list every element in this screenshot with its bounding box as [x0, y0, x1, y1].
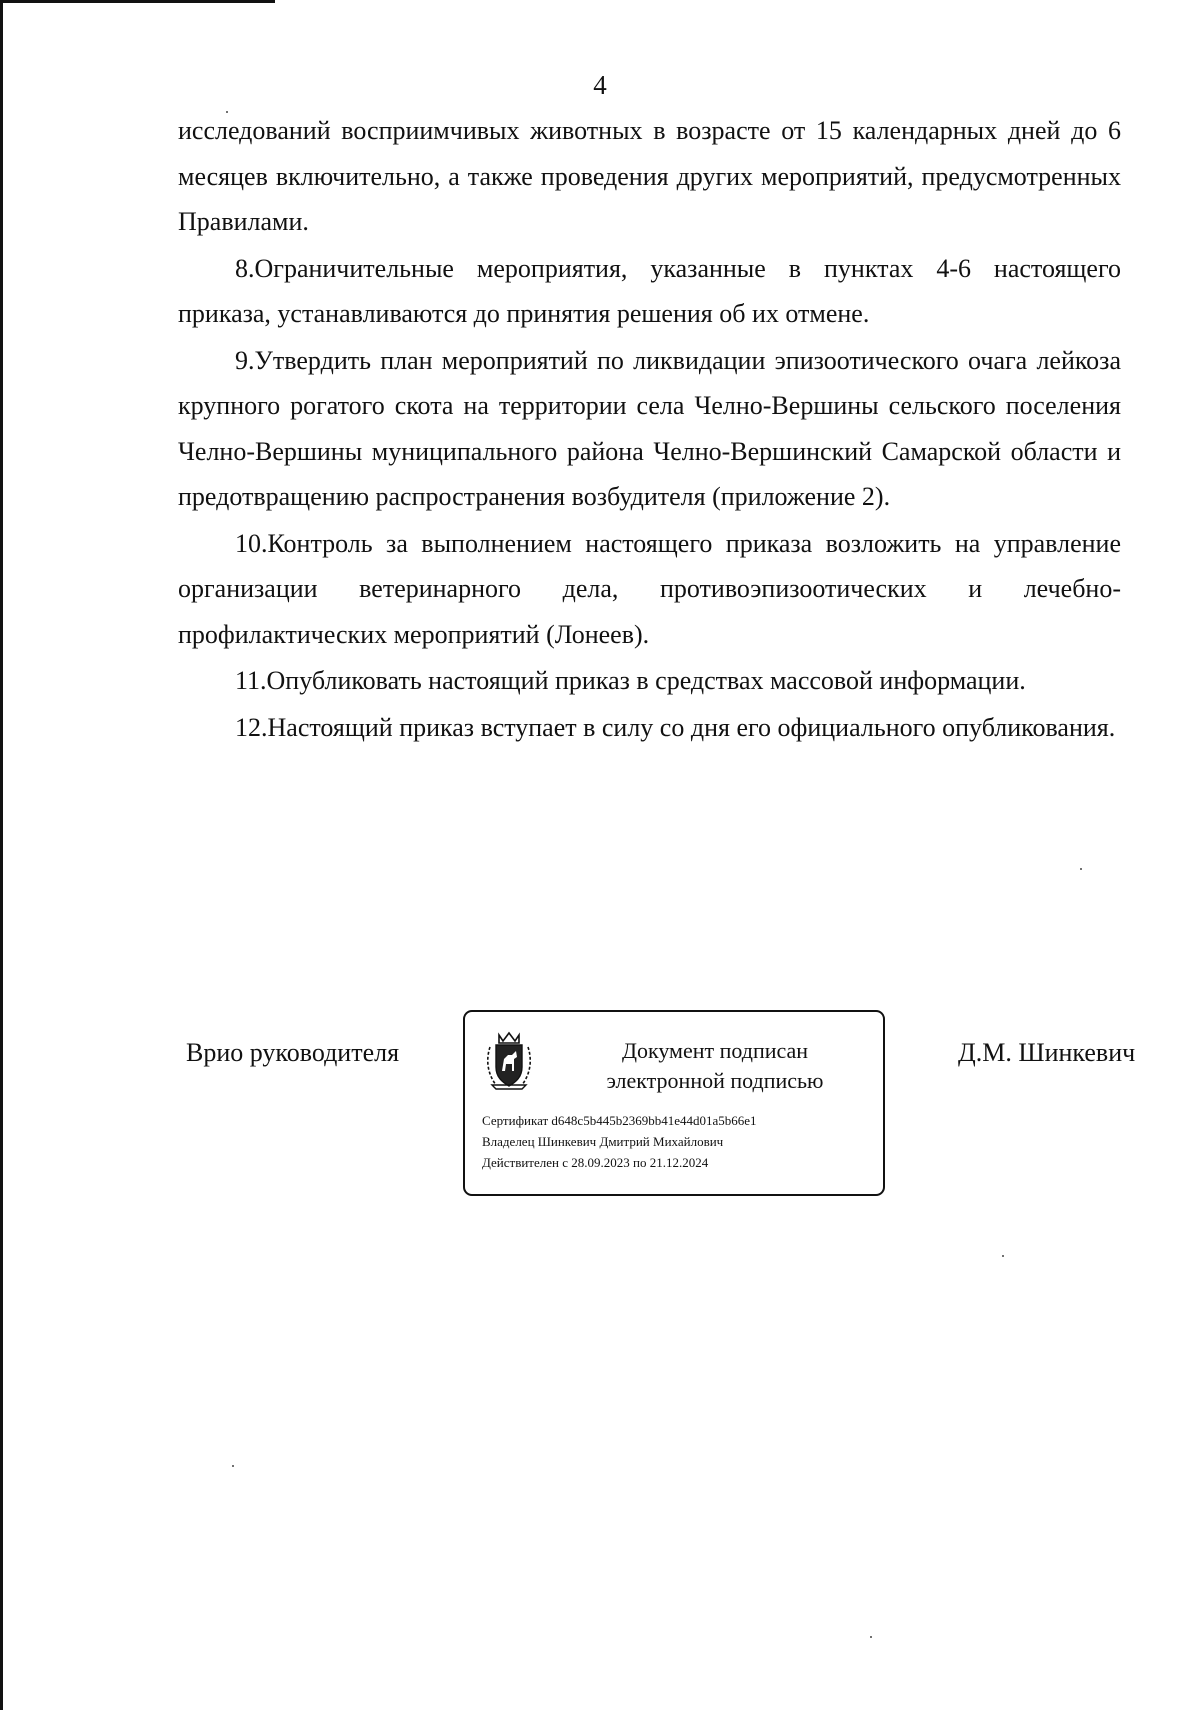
paragraph-item-11: 11.Опубликовать настоящий приказ в средствах массовой информации. — [235, 666, 1026, 695]
page-number: 4 — [593, 70, 607, 100]
paragraph-item-10: 10.Контроль за выполнением настоящего приказа возложить на управление организации ветеринарного дела, противоэпизоотических и лечебно-профилактических мероприятий (Лонеев). — [178, 528, 1121, 649]
signatory-role: Врио руководителя — [186, 1038, 400, 1067]
paragraph-item-9: 9.Утвердить план мероприятий по ликвидации эпизоотического очага лейкоза крупного рогатого скота на территории села Челно-Вершины сельского поселения Челно-Вершины муниципального района Челно-Вершинский Самарской области и предотвращению распространения возбудителя (приложение 2). — [178, 345, 1121, 511]
scan-edge-left — [0, 0, 3, 1710]
stamp-validity: Действителен с 28.09.2023 по 21.12.2024 — [482, 1155, 709, 1170]
stamp-title-line2: электронной подписью — [606, 1068, 824, 1093]
stamp-details — [482, 1110, 757, 1173]
e-signature-stamp — [463, 1010, 885, 1196]
scan-speck — [1080, 868, 1082, 870]
stamp-title-line1: Документ подписан — [621, 1038, 809, 1063]
stamp-title — [565, 1036, 865, 1096]
stamp-owner: Владелец Шинкевич Дмитрий Михайлович — [482, 1134, 724, 1149]
paragraph-continuation: исследований восприимчивых животных в возрасте от 15 календарных дней до 6 месяцев включительно, а также проведения других мероприятий, предусмотренных Правилами. — [178, 116, 1121, 236]
stamp-certificate: Сертификат d648c5b445b2369bb41e44d01a5b66e1 — [482, 1113, 757, 1128]
signatory-name: Д.М. Шинкевич — [958, 1038, 1136, 1067]
scan-speck — [1002, 1255, 1004, 1257]
scan-speck — [870, 1636, 872, 1638]
scan-speck — [232, 1465, 234, 1467]
document-body — [178, 108, 1121, 751]
paragraph-item-8: 8.Ограничительные мероприятия, указанные в пунктах 4-6 настоящего приказа, устанавливаются до принятия решения об их отмене. — [178, 253, 1121, 328]
scan-edge-top — [0, 0, 275, 3]
paragraph-item-12: 12.Настоящий приказ вступает в силу со дня его официального опубликования. — [235, 712, 1116, 742]
coat-of-arms-icon — [482, 1031, 536, 1091]
